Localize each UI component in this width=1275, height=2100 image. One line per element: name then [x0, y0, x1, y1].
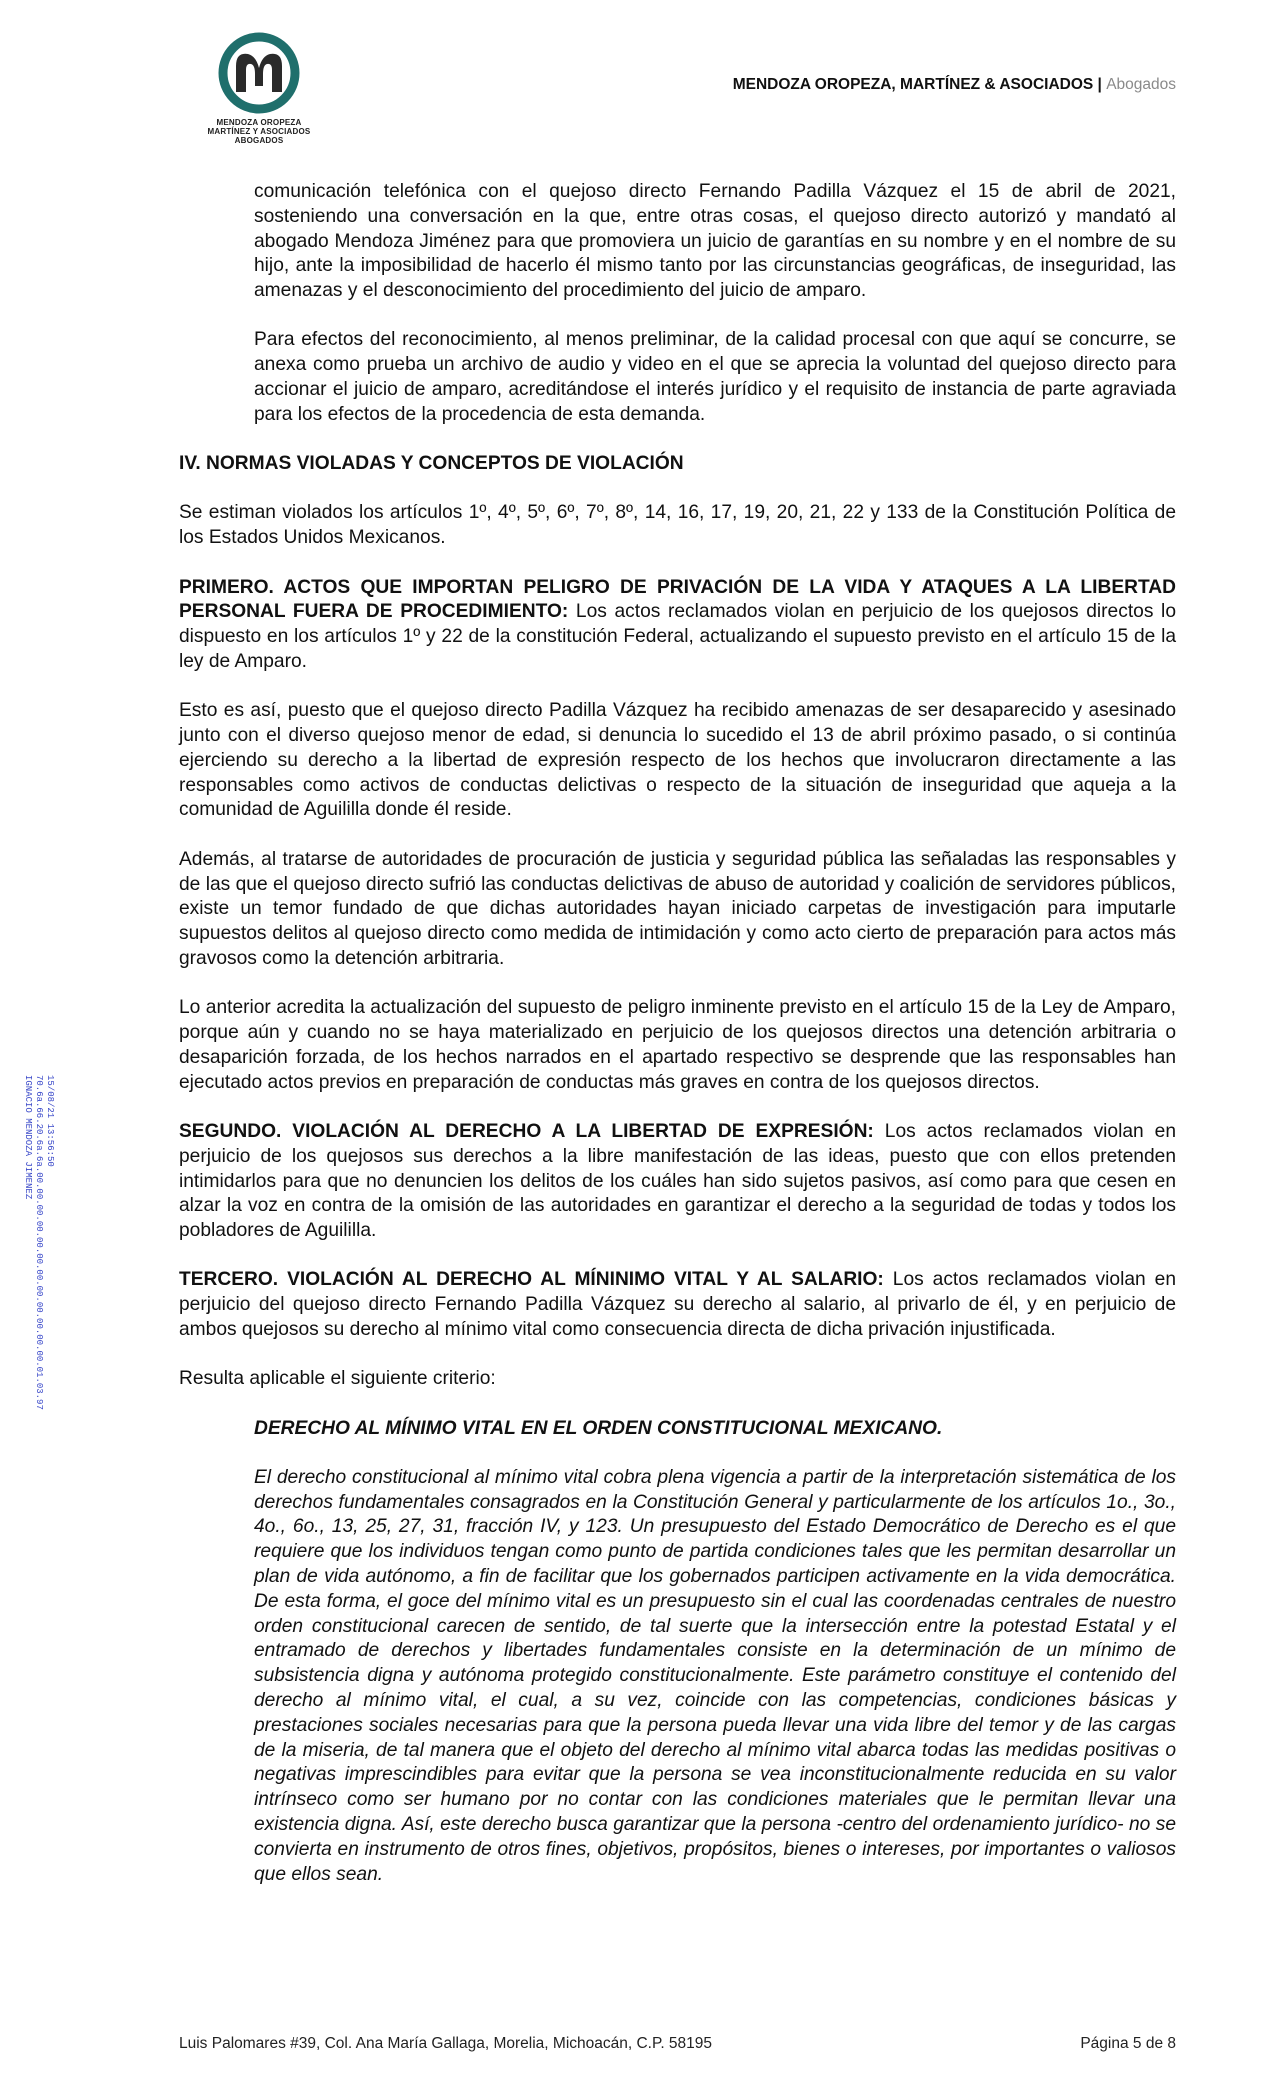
tercero-lead: TERCERO. VIOLACIÓN AL DERECHO AL MÍNINIMO VITAL Y AL SALARIO:: [179, 1269, 884, 1291]
tercero-text: Los actos reclamados violan en perjuicio del quejoso directo Fernando Padilla Vázquez su derecho al salario, al privarlo de él, y en perjuicio de ambos quejosos su derecho al mínimo vital como consecuencia directa de dicha privación injustificada.: [179, 1269, 1176, 1340]
footer-address: Luis Palomares #39, Col. Ana María Gallaga, Morelia, Michoacán, C.P. 58195: [179, 2035, 713, 2052]
stamp-line-3: 15/08/21 13:56:50: [45, 1075, 55, 1167]
firm-name: MENDOZA OROPEZA, MARTÍNEZ & ASOCIADOS: [732, 76, 1094, 93]
document-body: [179, 180, 1176, 1912]
electronic-signature-stamp: [22, 1075, 82, 1410]
logo-caption: [199, 118, 319, 145]
stamp-line-1: IGNACIO MENDOZA JIMENEZ: [23, 1075, 33, 1200]
segundo-text: Los actos reclamados violan en perjuicio de los quejosos sus derechos a la libre manifestación de las ideas, puesto que con ellos pretenden intimidarlos para que no denuncien los delitos de los cuáles han sido sujetos pasivos, así como para que cesen en alzar la voz en contra de la omisión de las autoridades en garantizar el derecho a la seguridad de todas y todos los pobladores de Aguililla.: [179, 1120, 1176, 1242]
paragraph-segundo: [179, 1120, 1176, 1244]
stamp-line-2: 70.6a.66.20.6a.6a.00.00.00.00.00.00.00.00.00.00.00.00.01.03.97: [34, 1075, 44, 1410]
primero-lead: PRIMERO. ACTOS QUE IMPORTAN PELIGRO DE PRIVACIÓN DE LA VIDA Y ATAQUES A LA LIBERTAD PERSONAL FUERA DE PROCEDIMIENTO:: [179, 576, 1176, 623]
logo-line-1: MENDOZA OROPEZA: [216, 118, 302, 127]
quote-title: DERECHO AL MÍNIMO VITAL EN EL ORDEN CONSTITUCIONAL MEXICANO.: [254, 1417, 943, 1439]
paragraph-tercero: [179, 1268, 1176, 1342]
firm-logo-icon: [216, 30, 302, 116]
header-separator: |: [1093, 76, 1107, 93]
page-number: Página 5 de 8: [1080, 2035, 1176, 2052]
paragraph-primero: [179, 576, 1176, 675]
paragraph-evidence: Para efectos del reconocimiento, al menos preliminar, de la calidad procesal con que aquí se concurre, se anexa como prueba un archivo de audio y video en el que se aprecia la voluntad del quejoso directo para accionar el juicio de amparo, acreditándose el interés jurídico y el requisito de instancia de parte agraviada para los efectos de la procedencia de esta demanda.: [254, 329, 1176, 425]
paragraph-phone-call: comunicación telefónica con el quejoso directo Fernando Padilla Vázquez el 15 de abril de 2021, sosteniendo una conversación en la que, entre otras cosas, el quejoso directo autorizó y mandató al abogado Mendoza Jiménez para que promoviera un juicio de garantías en su nombre y en el nombre de su hijo, ante la imposibilidad de hacerlo él mismo tanto por las circunstancias geográficas, de inseguridad, las amenazas y el desconocimiento del procedimiento del juicio de amparo.: [254, 181, 1176, 302]
paragraph-authorities: Además, al tratarse de autoridades de procuración de justicia y seguridad pública las señaladas las responsables y de las que el quejoso directo sufrió las conductas delictivas de abuso de autoridad y coalición de servidores públicos, existe un temor fundado de que dichas autoridades hayan iniciado carpetas de investigación para imputarle supuestos delitos al quejoso directo como medida de intimidación y como acto cierto de preparación para actos más gravosos como la detención arbitraria.: [179, 848, 1176, 969]
logo-line-2: MARTÍNEZ Y ASOCIADOS: [207, 127, 311, 136]
header-firm-name: [733, 76, 1176, 94]
primero-text: Los actos reclamados violan en perjuicio de los quejosos directos lo dispuesto en los artículos 1º y 22 de la constitución Federal, actualizando el supuesto previsto en el artículo 15 de la ley de Amparo.: [179, 601, 1176, 672]
firm-logo: [199, 30, 319, 145]
logo-line-3: ABOGADOS: [234, 136, 284, 145]
paragraph-criterion-intro: Resulta aplicable el siguiente criterio:: [179, 1368, 496, 1390]
section-heading: IV. NORMAS VIOLADAS Y CONCEPTOS DE VIOLACIÓN: [179, 453, 684, 475]
paragraph-imminent-danger: Lo anterior acredita la actualización del supuesto de peligro inminente previsto en el artículo 15 de la Ley de Amparo, porque aún y cuando no se haya materializado en perjuicio de los quejosos directos una detención arbitraria o desaparición forzada, de los hechos narrados en el apartado respectivo se desprende que las responsables han ejecutado actos previos en preparación de conductas más graves en contra de los quejosos directos.: [179, 997, 1176, 1093]
paragraph-articles: Se estiman violados los artículos 1º, 4º, 5º, 6º, 7º, 8º, 14, 16, 17, 19, 20, 21, 22 y 133 de la Constitución Política de los Estados Unidos Mexicanos.: [179, 502, 1176, 549]
segundo-lead: SEGUNDO. VIOLACIÓN AL DERECHO A LA LIBERTAD DE EXPRESIÓN:: [179, 1120, 874, 1142]
quote-body: El derecho constitucional al mínimo vital cobra plena vigencia a partir de la interpretación sistemática de los derechos fundamentales consagrados en la Constitución General y particularmente de los artículos 1o., 3o., 4o., 6o., 13, 25, 27, 31, fracción IV, y 123. Un presupuesto del Estado Democrático de Derecho es el que requiere que los individuos tengan como punto de partida condiciones tales que les permitan desarrollar un plan de vida autónomo, a fin de facilitar que los gobernados participen activamente en la vida democrática. De esta forma, el goce del mínimo vital es un presupuesto sin el cual las coordenadas centrales de nuestro orden constitucional carecen de sentido, de tal suerte que la intersección entre la potestad Estatal y el entramado de derechos y libertades fundamentales consiste en la determinación de un mínimo de subsistencia digna y autónoma protegido constitucionalmente. Este parámetro constituye el contenido del derecho al mínimo vital, el cual, a su vez, coincide con las competencias, condiciones básicas y prestaciones sociales necesarias para que la persona pueda llevar una vida libre del temor y de las cargas de la miseria, de tal manera que el objeto del derecho al mínimo vital abarca todas las medidas positivas o negativas imprescindibles para evitar que la persona se vea inconstitucionalmente reducida en su valor intrínseco como ser humano por no contar con las condiciones materiales que le permitan llevar una existencia digna. Así, este derecho busca garantizar que la persona -centro del ordenamiento jurídico- no se convierta en instrumento de otros fines, objetivos, propósitos, bienes o intereses, por importantes o valiosos que ellos sean.: [254, 1466, 1176, 1885]
paragraph-threats: Esto es así, puesto que el quejoso directo Padilla Vázquez ha recibido amenazas de ser desaparecido y asesinado junto con el diverso quejoso menor de edad, si denuncia lo sucedido el 13 de abril próximo pasado, o si continúa ejerciendo su derecho a la libertad de expresión respecto de los hechos que involucraron directamente a las responsables como activos de conductas delictivas o respecto de la situación de inseguridad que aqueja a la comunidad de Aguililla donde él reside.: [179, 700, 1176, 821]
firm-subtitle: Abogados: [1106, 76, 1176, 93]
